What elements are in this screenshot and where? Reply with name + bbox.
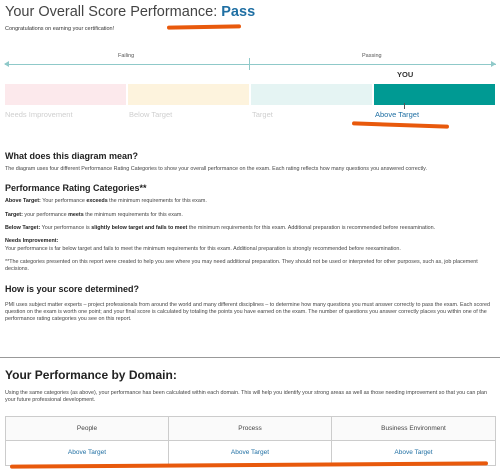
result-text: Pass: [221, 4, 256, 20]
bar-above-target: [374, 84, 495, 105]
rating-target: Target: your performance meets the minimum requirements for this exam.: [5, 212, 183, 218]
diagram-info-text: The diagram uses four different Performance Rating Categories to show your overall performance on the exam. Each rating reflects how many questions you answered correctly.: [5, 166, 427, 172]
domain-name-business-environment: Business Environment: [332, 417, 495, 441]
congrats-text: Congratulations on earning your certification!: [5, 26, 115, 32]
annotation-underline-above-target: [352, 121, 449, 128]
diagram-info-heading: What does this diagram mean?: [5, 151, 139, 161]
pass-threshold-tick: [249, 58, 250, 70]
score-determination-text: PMI uses subject matter experts – project professionals from around the world and many different disciplines – to determine how many questions you must answer correctly to pass the exam. Each scored question on the exam is worth one point; and your final score is calculated by totaling the points you have earned on the exam. The number of questions you answer correctly places you within one of the performance rating categories you see on this report.: [5, 302, 490, 323]
category-label-below-target: Below Target: [129, 110, 173, 119]
arrow-right-icon: [491, 61, 496, 67]
rating-footnote: **The categories presented on this report were created to help you see where you may need additional preparation. They should not be used or interpreted for other purposes, such as, job placement decisions.: [5, 259, 478, 273]
rating-categories-heading: Performance Rating Categories**: [5, 183, 147, 193]
domain-column-process: [169, 417, 332, 465]
domain-rating-business-environment: Above Target: [394, 449, 433, 456]
category-label-needs-improvement: Needs Improvement: [5, 110, 73, 119]
domain-section-text: Using the same categories (as above), your performance has been calculated within each domain. This will help you identify your strong areas as well as those needing improvement so that you can plan your future professional development.: [5, 390, 488, 404]
bar-target: [251, 84, 372, 105]
domain-table: [5, 416, 496, 466]
rating-target-label: Target:: [5, 212, 23, 218]
domain-column-people: [6, 417, 169, 465]
page-title: [5, 4, 255, 20]
bar-below-target: [128, 84, 249, 105]
arrow-left-icon: [4, 61, 9, 67]
rating-above-label: Above Target:: [5, 198, 41, 204]
title-prefix: Your Overall Score Performance:: [5, 4, 222, 20]
domain-name-people: People: [6, 417, 168, 441]
domain-rating-process: Above Target: [230, 449, 270, 456]
you-label: YOU: [397, 70, 414, 79]
domain-rating-people: Above Target: [67, 449, 107, 456]
scale-axis: [5, 64, 496, 65]
bar-needs-improvement: [5, 84, 126, 105]
rating-above-target: Above Target: Your performance exceeds the minimum requirements for this exam.: [5, 198, 207, 204]
annotation-underline-pass: [167, 24, 241, 29]
passing-label: Passing: [362, 53, 382, 59]
you-marker: [404, 103, 405, 109]
rating-needs-improvement-label: Needs Improvement:: [5, 238, 59, 244]
category-label-target: Target: [252, 110, 273, 119]
domain-name-process: Process: [169, 417, 331, 441]
category-label-above-target: Above Target: [375, 110, 420, 119]
failing-label: Failing: [118, 53, 135, 59]
rating-needs-improvement-text: Your performance is far below target and fails to meet the minimum requirements for this exam. Additional preparation is strongly recommended before reexamination.: [5, 246, 401, 252]
section-divider: [0, 357, 500, 358]
rating-below-label: Below Target:: [5, 225, 41, 231]
domain-section-heading: Your Performance by Domain:: [5, 368, 177, 382]
domain-column-business-environment: [332, 417, 495, 465]
score-determination-heading: How is your score determined?: [5, 284, 140, 294]
rating-below-target: Below Target: Your performance is slightly below target and fails to meet the minimum requirements for this exam. Additional preparation is recommended before reexamination.: [5, 225, 436, 231]
